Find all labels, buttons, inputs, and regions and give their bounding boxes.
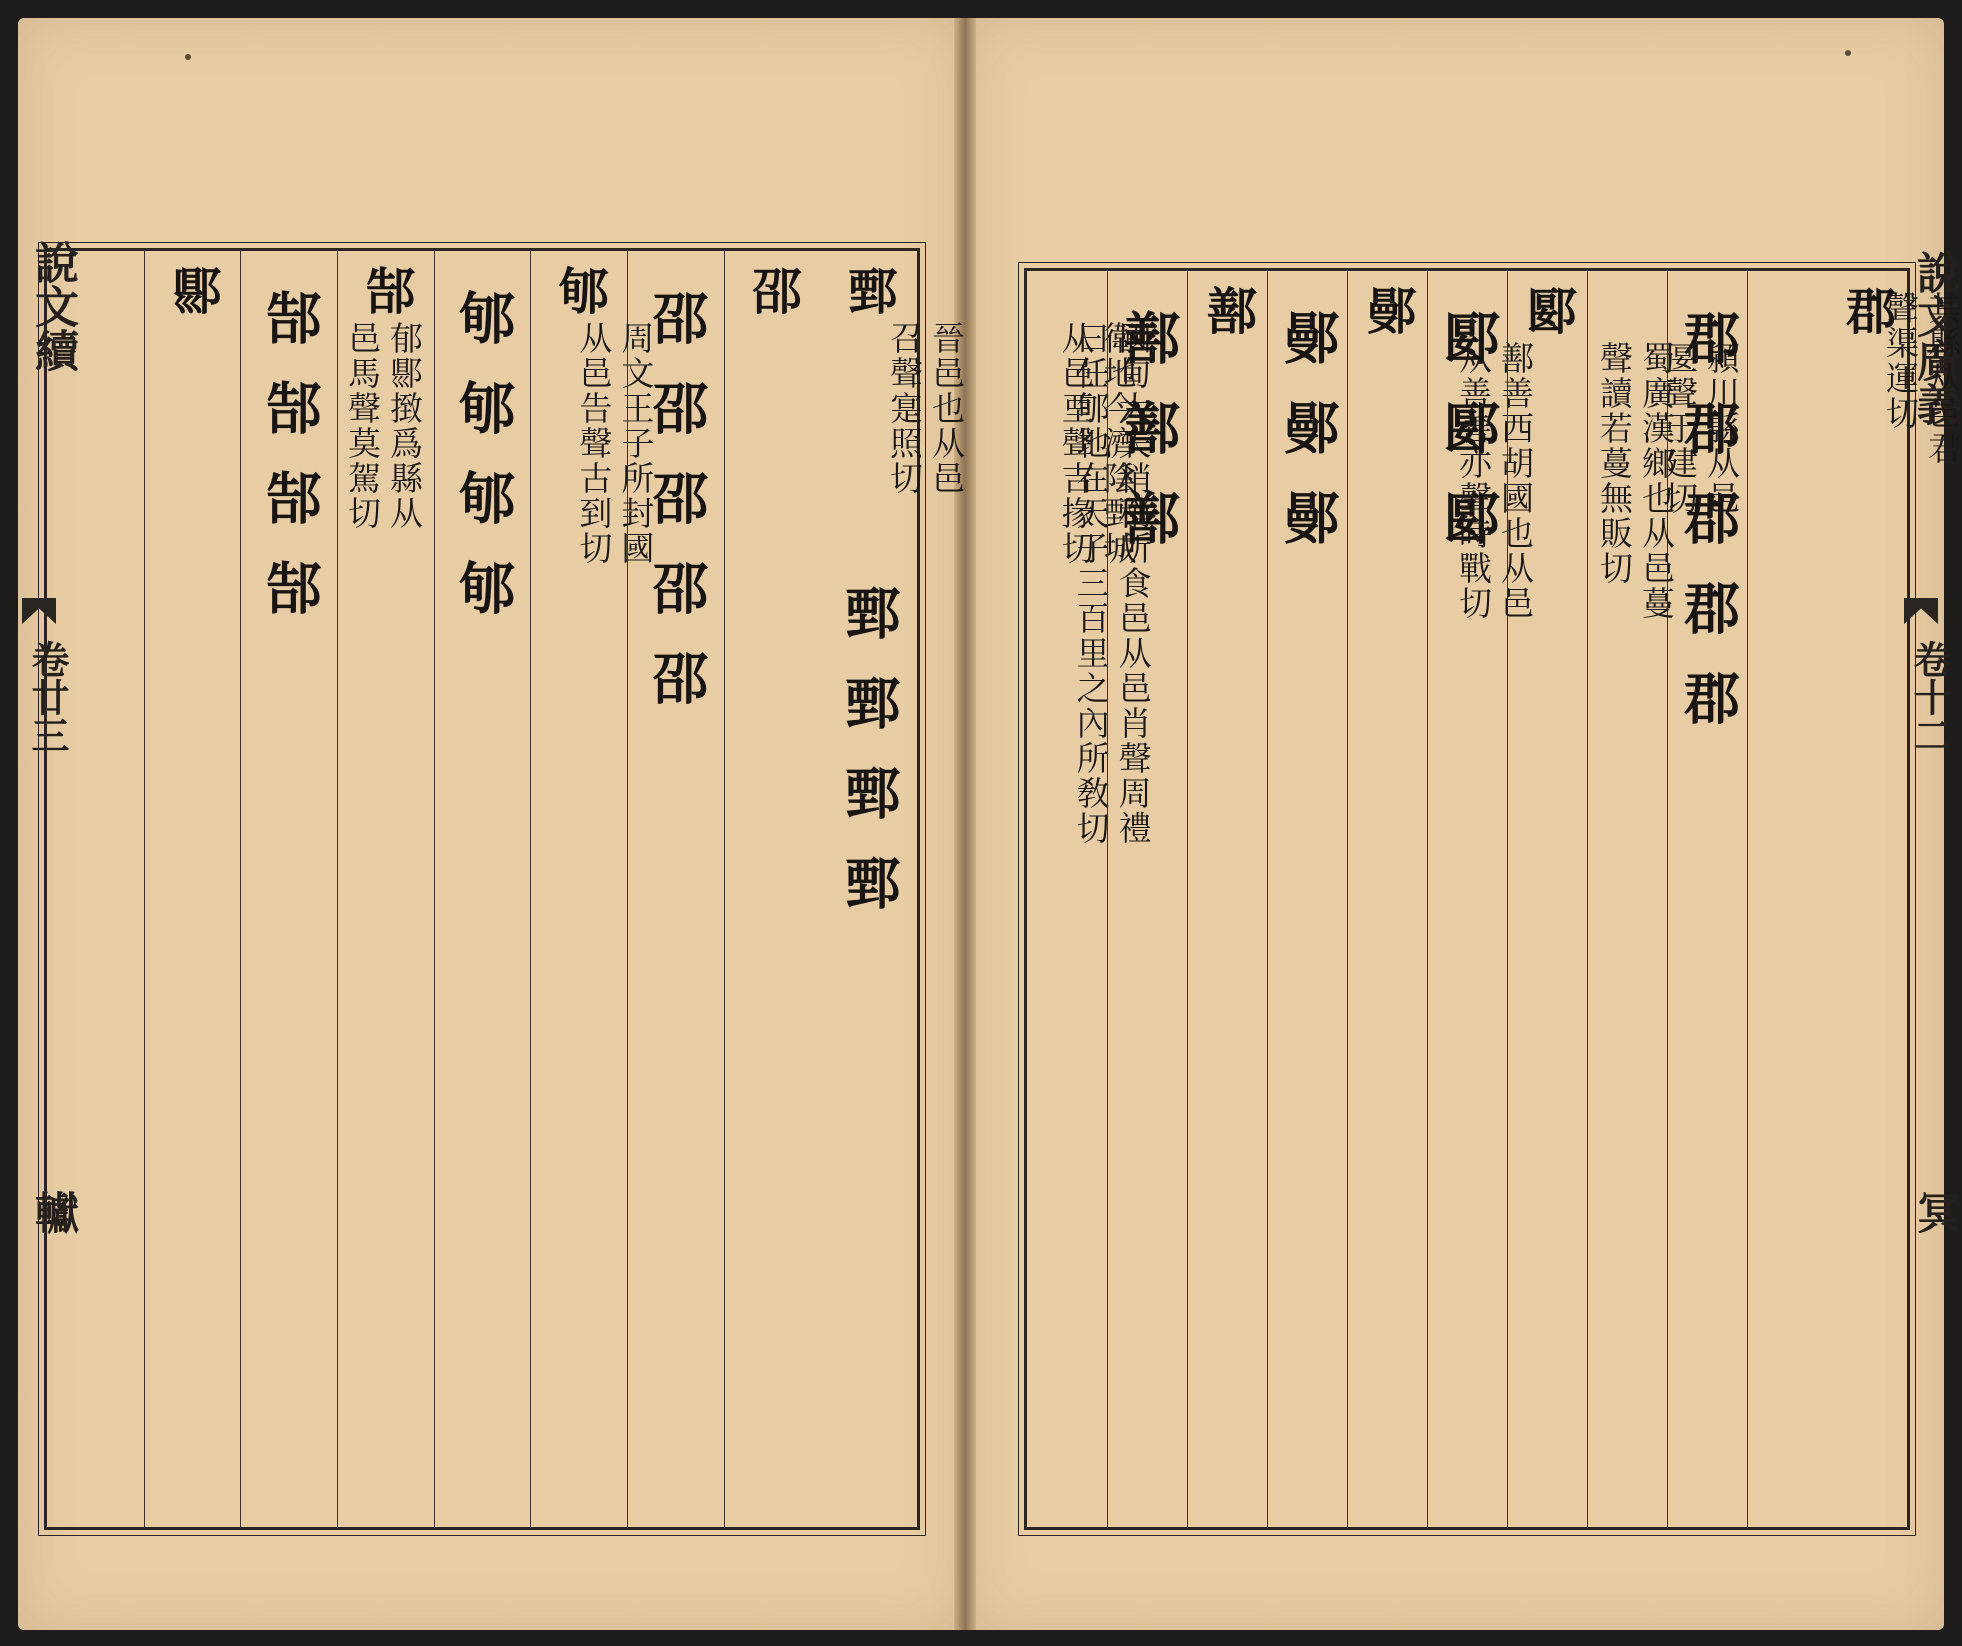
gloss-line: 衛地今濟陰鄄城 [1098, 321, 1138, 566]
headword: 郡 [1838, 285, 1897, 335]
gloss-line: 國甸大夫稍稍所食邑从邑肖聲周禮 [1113, 321, 1153, 846]
gloss-line: 匽聲于建切 [1660, 341, 1699, 516]
seal-script-variants: 鄄鄄鄄鄄 [835, 584, 902, 944]
right_page-column [1107, 271, 1188, 1527]
seal-script-variants: 郡郡郡郡郡 [1675, 309, 1741, 759]
right-margin-title: 說文廣義 [1909, 250, 1960, 426]
right_page-column [1027, 271, 1107, 1527]
left-margin-volume: 卷廿三 [25, 640, 70, 754]
gloss-line: 聲渠運切 [1881, 291, 1920, 431]
left-margin-title: 說文續 [27, 240, 78, 372]
gloss-pair [922, 341, 1534, 621]
seal-script-variants: 邵邵邵邵邵 [643, 289, 710, 739]
left-margin-page: 䡾 [27, 1190, 78, 1234]
headword: 邵 [743, 265, 803, 315]
headword: 郻 [163, 265, 223, 315]
gloss-line: 其縣从邑君 [1923, 291, 1962, 466]
seal-script-variants: 郾郾郾 [1435, 309, 1501, 579]
headword: 郜 [357, 265, 417, 315]
gloss-line: 聲讀若蔓無販切 [1595, 341, 1634, 586]
gloss-line: 从邑告聲古到切 [574, 321, 614, 566]
headword: 鄯 [1199, 285, 1258, 335]
right-margin-volume: 卷十二 [1907, 640, 1952, 754]
ink-speck [185, 54, 191, 60]
gloss-line: 周文王子所封國 [616, 321, 656, 566]
gloss-line: 晉邑也从邑 [926, 321, 966, 496]
headword: 郇 [550, 265, 610, 315]
gloss-line: 邑馬聲莫駕切 [342, 321, 382, 531]
gloss-line: 鄯善西胡國也从邑 [1496, 341, 1535, 621]
gloss-line: 曰任郇地在天子三百里之內所敎切 [1071, 321, 1111, 846]
gloss-line: 蜀廣漢鄉也从邑蔓 [1637, 341, 1676, 621]
right-margin-page: 冥 [1909, 1190, 1960, 1234]
seal-script-variants: 鄯鄯鄯 [1115, 309, 1181, 579]
ink-speck [1845, 50, 1851, 56]
gloss-line: 郁郻㨖爲縣从 [384, 321, 424, 531]
headword: 郾 [1519, 285, 1578, 335]
seal-script-variants: 郇郇郇郇 [449, 289, 516, 649]
seal-script-variants: 郜郜郜郜 [256, 289, 323, 649]
gloss-line: 从邑垔聲吉掾切 [1056, 321, 1096, 566]
seal-script-variants: 鄤鄤鄤 [1275, 309, 1341, 579]
gloss-line: 召聲寔照切 [884, 321, 924, 496]
headword: 鄤 [1359, 285, 1418, 335]
gloss-line: 从善善亦聲時戰切 [1454, 341, 1493, 621]
headword: 鄄 [839, 265, 899, 315]
gloss-line: 潁川縣从邑 [1702, 341, 1741, 516]
left_page-column [47, 251, 144, 1527]
